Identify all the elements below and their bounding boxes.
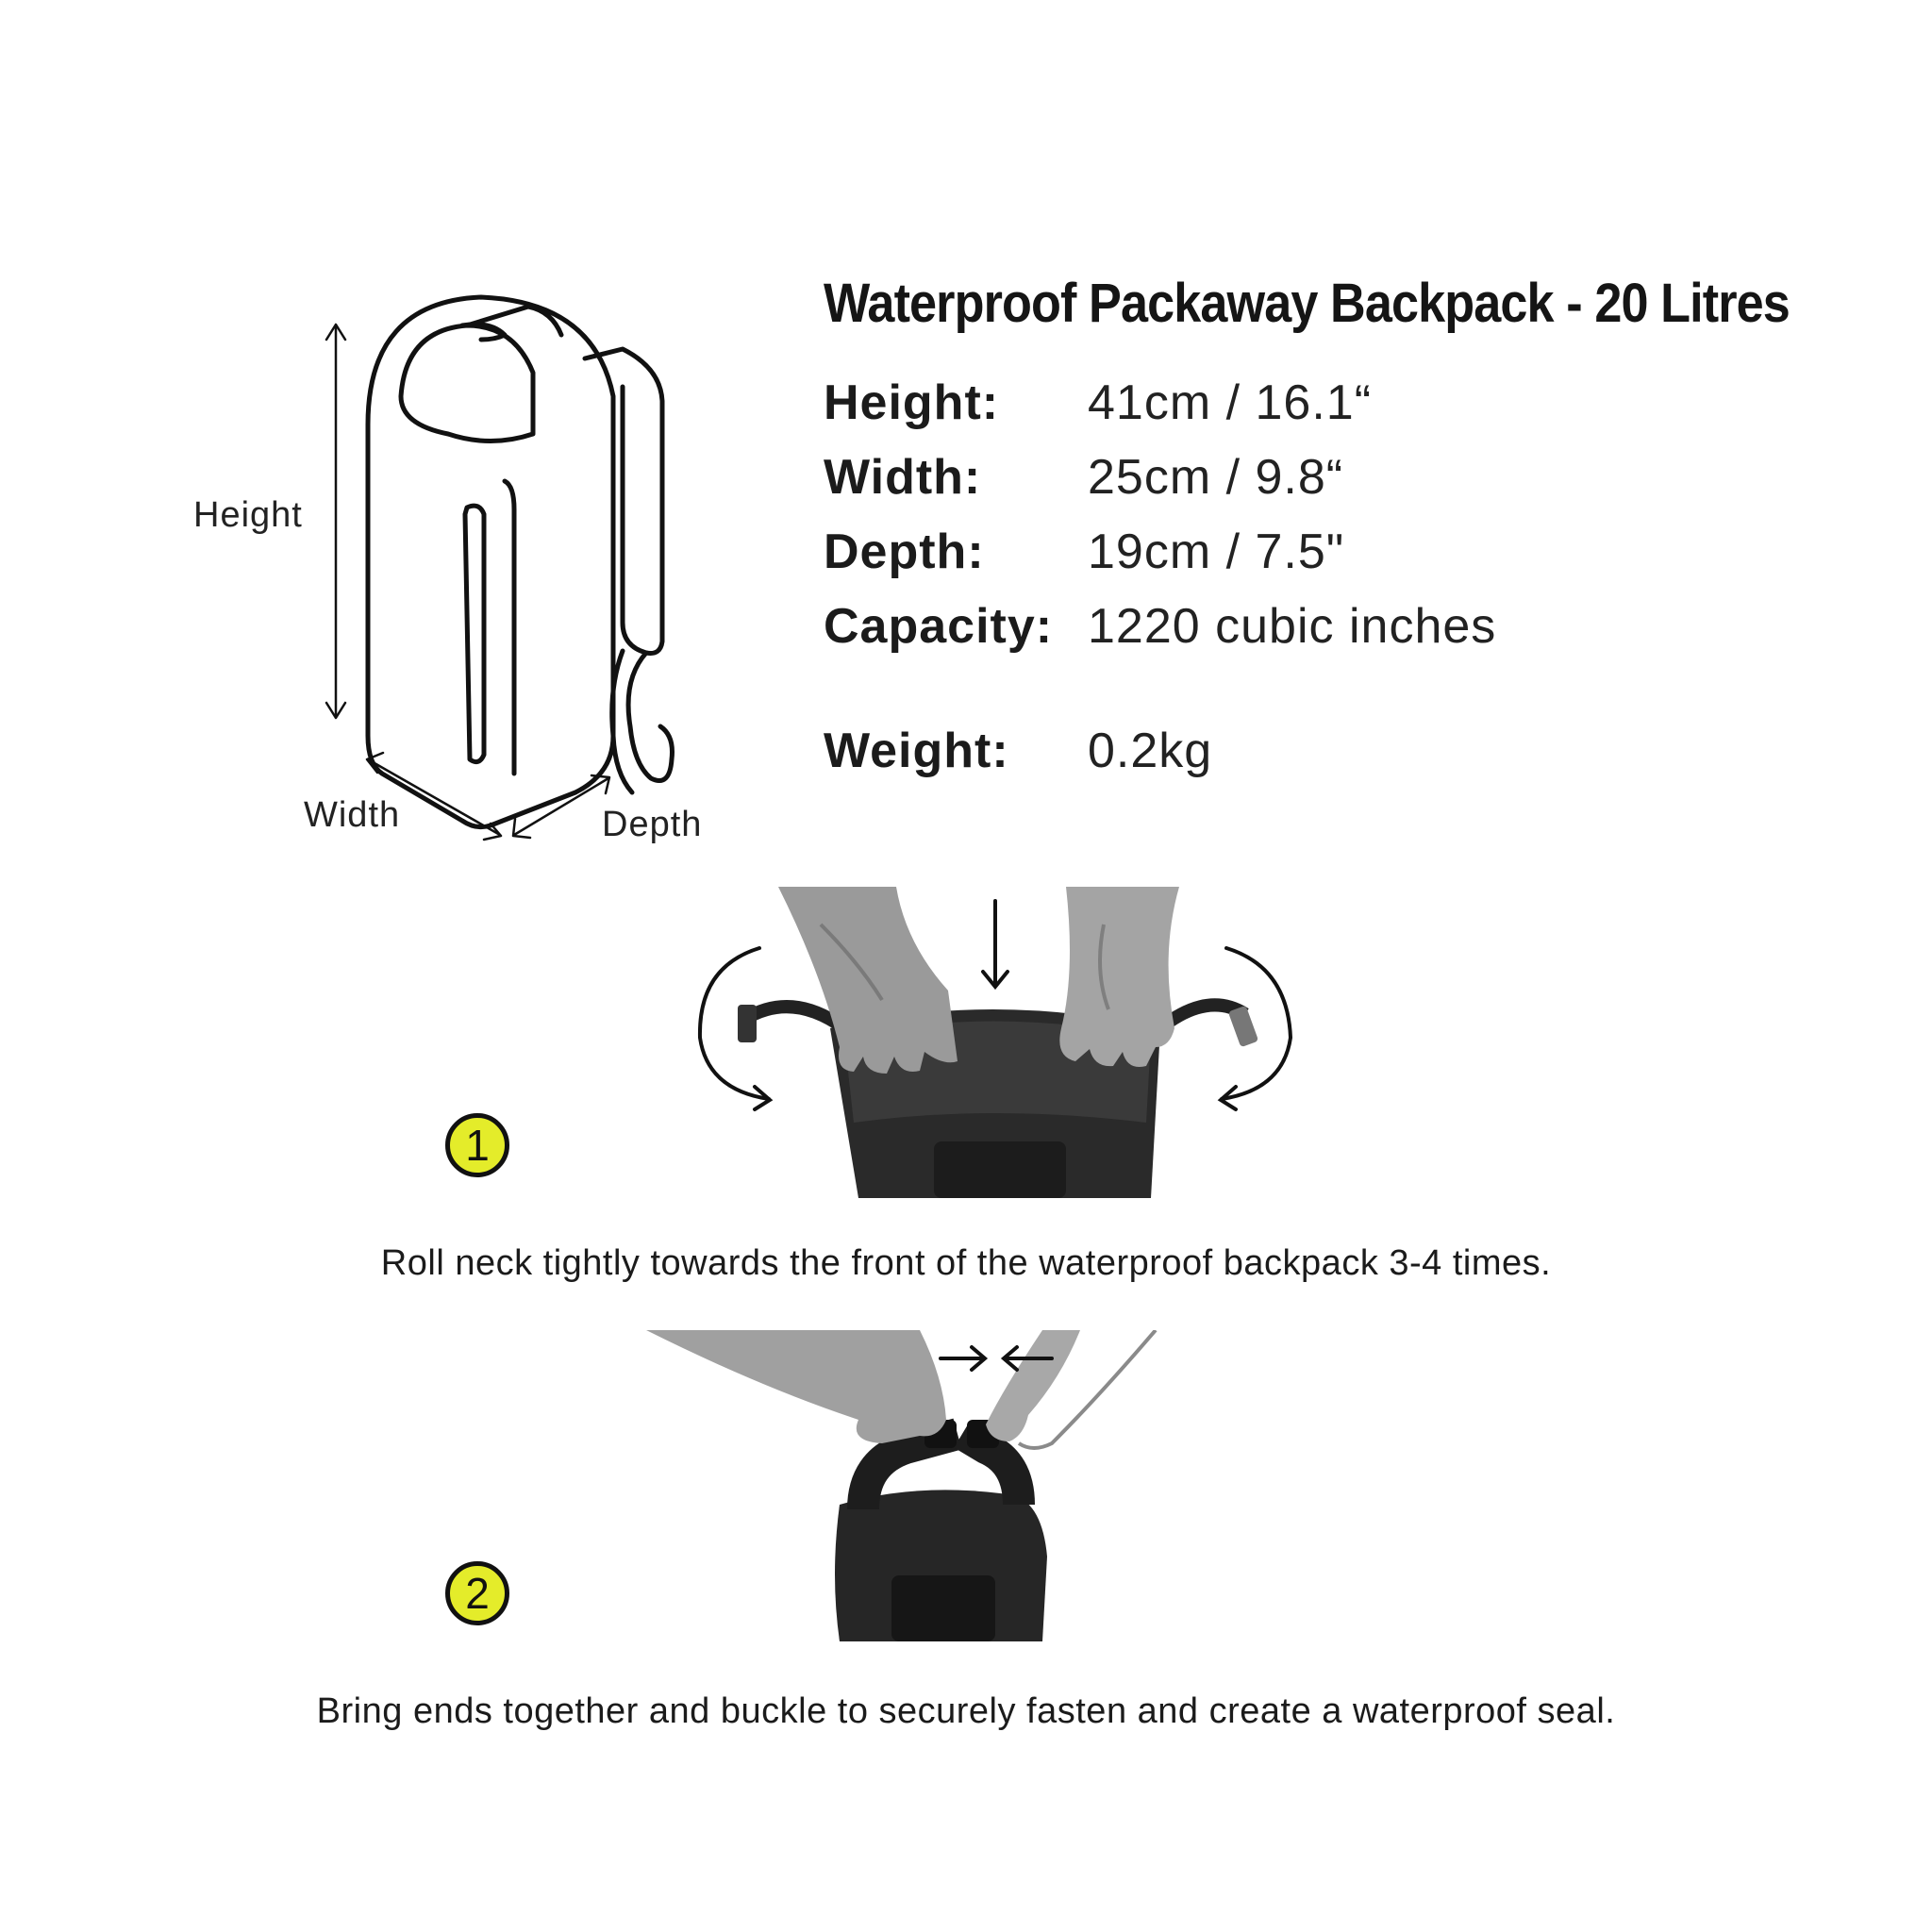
spec-value: 1220 cubic inches — [1088, 599, 1497, 654]
spec-row-depth — [824, 522, 1344, 582]
width-dimension-label: Width — [304, 795, 401, 835]
product-title: Waterproof Packaway Backpack - 20 Litres — [824, 273, 1790, 334]
spec-value: 0.2kg — [1088, 724, 1213, 778]
spec-label: Depth: — [824, 525, 985, 579]
spec-label: Width: — [824, 450, 982, 505]
step-1-badge: 1 — [445, 1113, 509, 1177]
backpack-dimension-diagram — [179, 283, 745, 868]
buckle-illustration — [646, 1330, 1212, 1641]
spec-label: Height: — [824, 375, 1000, 430]
spec-value: 25cm / 9.8“ — [1088, 450, 1344, 505]
backpack-outline-illustration — [179, 283, 745, 868]
spec-label: Capacity: — [824, 599, 1054, 654]
step-1-photo — [679, 887, 1311, 1198]
depth-dimension-label: Depth — [602, 805, 703, 844]
spec-row-width — [824, 447, 1343, 508]
height-dimension-label: Height — [193, 495, 303, 535]
spec-row-weight — [824, 721, 1212, 781]
step-2-instruction: Bring ends together and buckle to securely fasten and create a waterproof seal. — [316, 1691, 1616, 1731]
step-1-instruction: Roll neck tightly towards the front of the waterproof backpack 3-4 times. — [380, 1243, 1552, 1283]
spec-value: 41cm / 16.1“ — [1088, 375, 1373, 430]
spec-row-height — [824, 373, 1372, 433]
spec-row-capacity — [824, 596, 1496, 657]
step-2-badge: 2 — [445, 1561, 509, 1625]
step-2-photo — [646, 1330, 1212, 1641]
spec-value: 19cm / 7.5" — [1088, 525, 1345, 579]
spec-label: Weight: — [824, 724, 1009, 778]
roll-neck-illustration — [679, 887, 1311, 1198]
